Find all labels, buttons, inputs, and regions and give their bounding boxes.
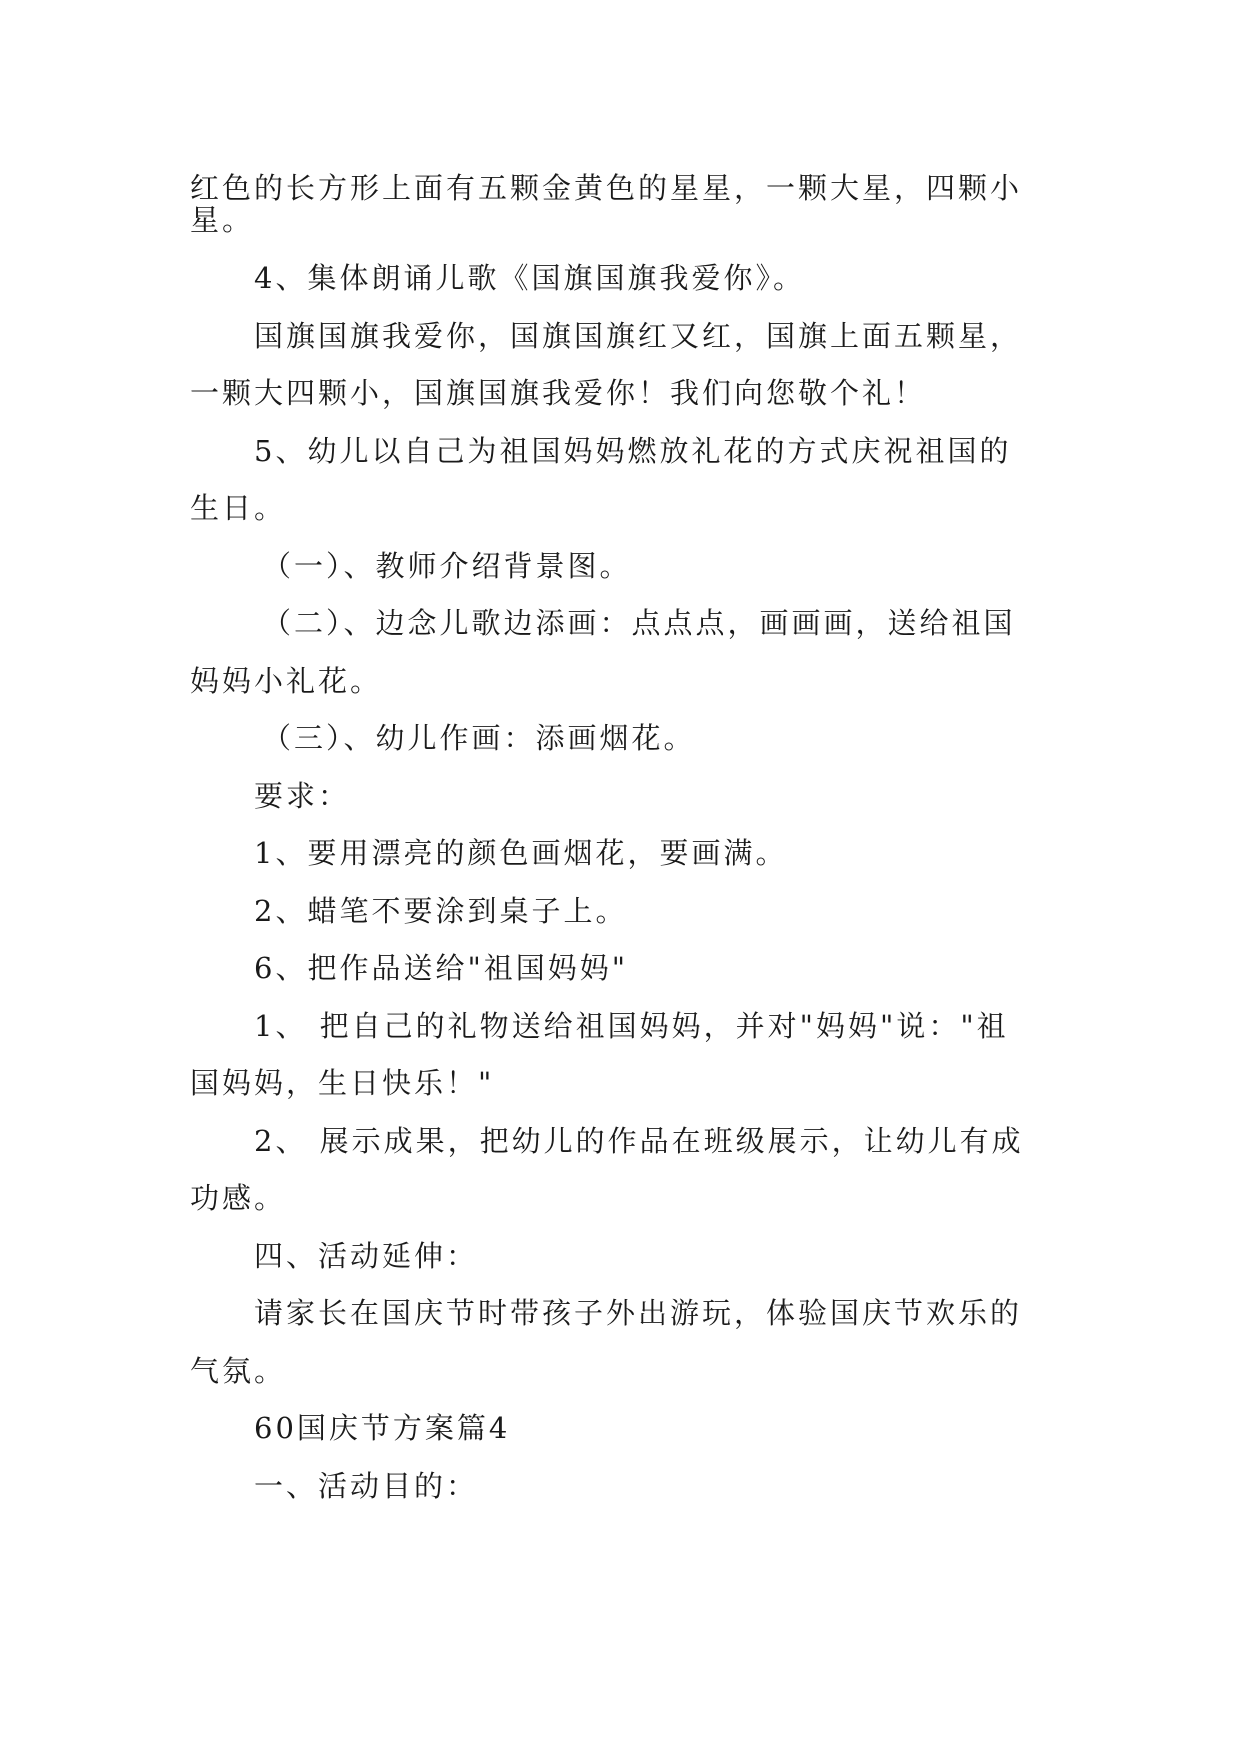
paragraph-line: 红色的长方形上面有五颗金黄色的星星，一颗大星，四颗小: [190, 171, 1023, 205]
paragraph-line: 功感。: [190, 1181, 287, 1215]
list-item: 6、把作品送给"祖国妈妈": [254, 951, 629, 985]
section-label: 要求：: [254, 779, 351, 813]
list-item: 1、 把自己的礼物送给祖国妈妈，并对"妈妈"说："祖: [254, 1009, 1009, 1043]
list-item: 5、幼儿以自己为祖国妈妈燃放礼花的方式庆祝祖国的: [254, 434, 1012, 468]
paragraph-line: 国旗国旗我爱你，国旗国旗红又红，国旗上面五颗星，: [254, 319, 1023, 353]
list-item: 4、集体朗诵儿歌《国旗国旗我爱你》。: [254, 261, 805, 295]
list-item: （三）、幼儿作画：添画烟花。: [262, 721, 696, 755]
paragraph-line: 妈妈小礼花。: [190, 664, 383, 698]
section-heading: 四、活动延伸：: [254, 1239, 479, 1273]
paragraph-line: 气氛。: [190, 1354, 287, 1388]
paragraph-line: 生日。: [190, 491, 287, 525]
document-title: 60国庆节方案篇4: [254, 1411, 511, 1445]
list-item: （二）、边念儿歌边添画：点点点，画画画，送给祖国: [262, 606, 1016, 640]
paragraph-line: 星。: [190, 203, 255, 237]
paragraph-line: 一颗大四颗小，国旗国旗我爱你！我们向您敬个礼！: [190, 376, 927, 410]
list-item: 1、要用漂亮的颜色画烟花，要画满。: [254, 836, 788, 870]
list-item: 2、蜡笔不要涂到桌子上。: [254, 894, 628, 928]
section-heading: 一、活动目的：: [254, 1469, 479, 1503]
list-item: （一）、教师介绍背景图。: [262, 549, 632, 583]
list-item: 2、 展示成果，把幼儿的作品在班级展示，让幼儿有成: [254, 1124, 1024, 1158]
paragraph-line: 请家长在国庆节时带孩子外出游玩，体验国庆节欢乐的: [254, 1296, 1023, 1330]
paragraph-line: 国妈妈，生日快乐！": [190, 1066, 495, 1100]
